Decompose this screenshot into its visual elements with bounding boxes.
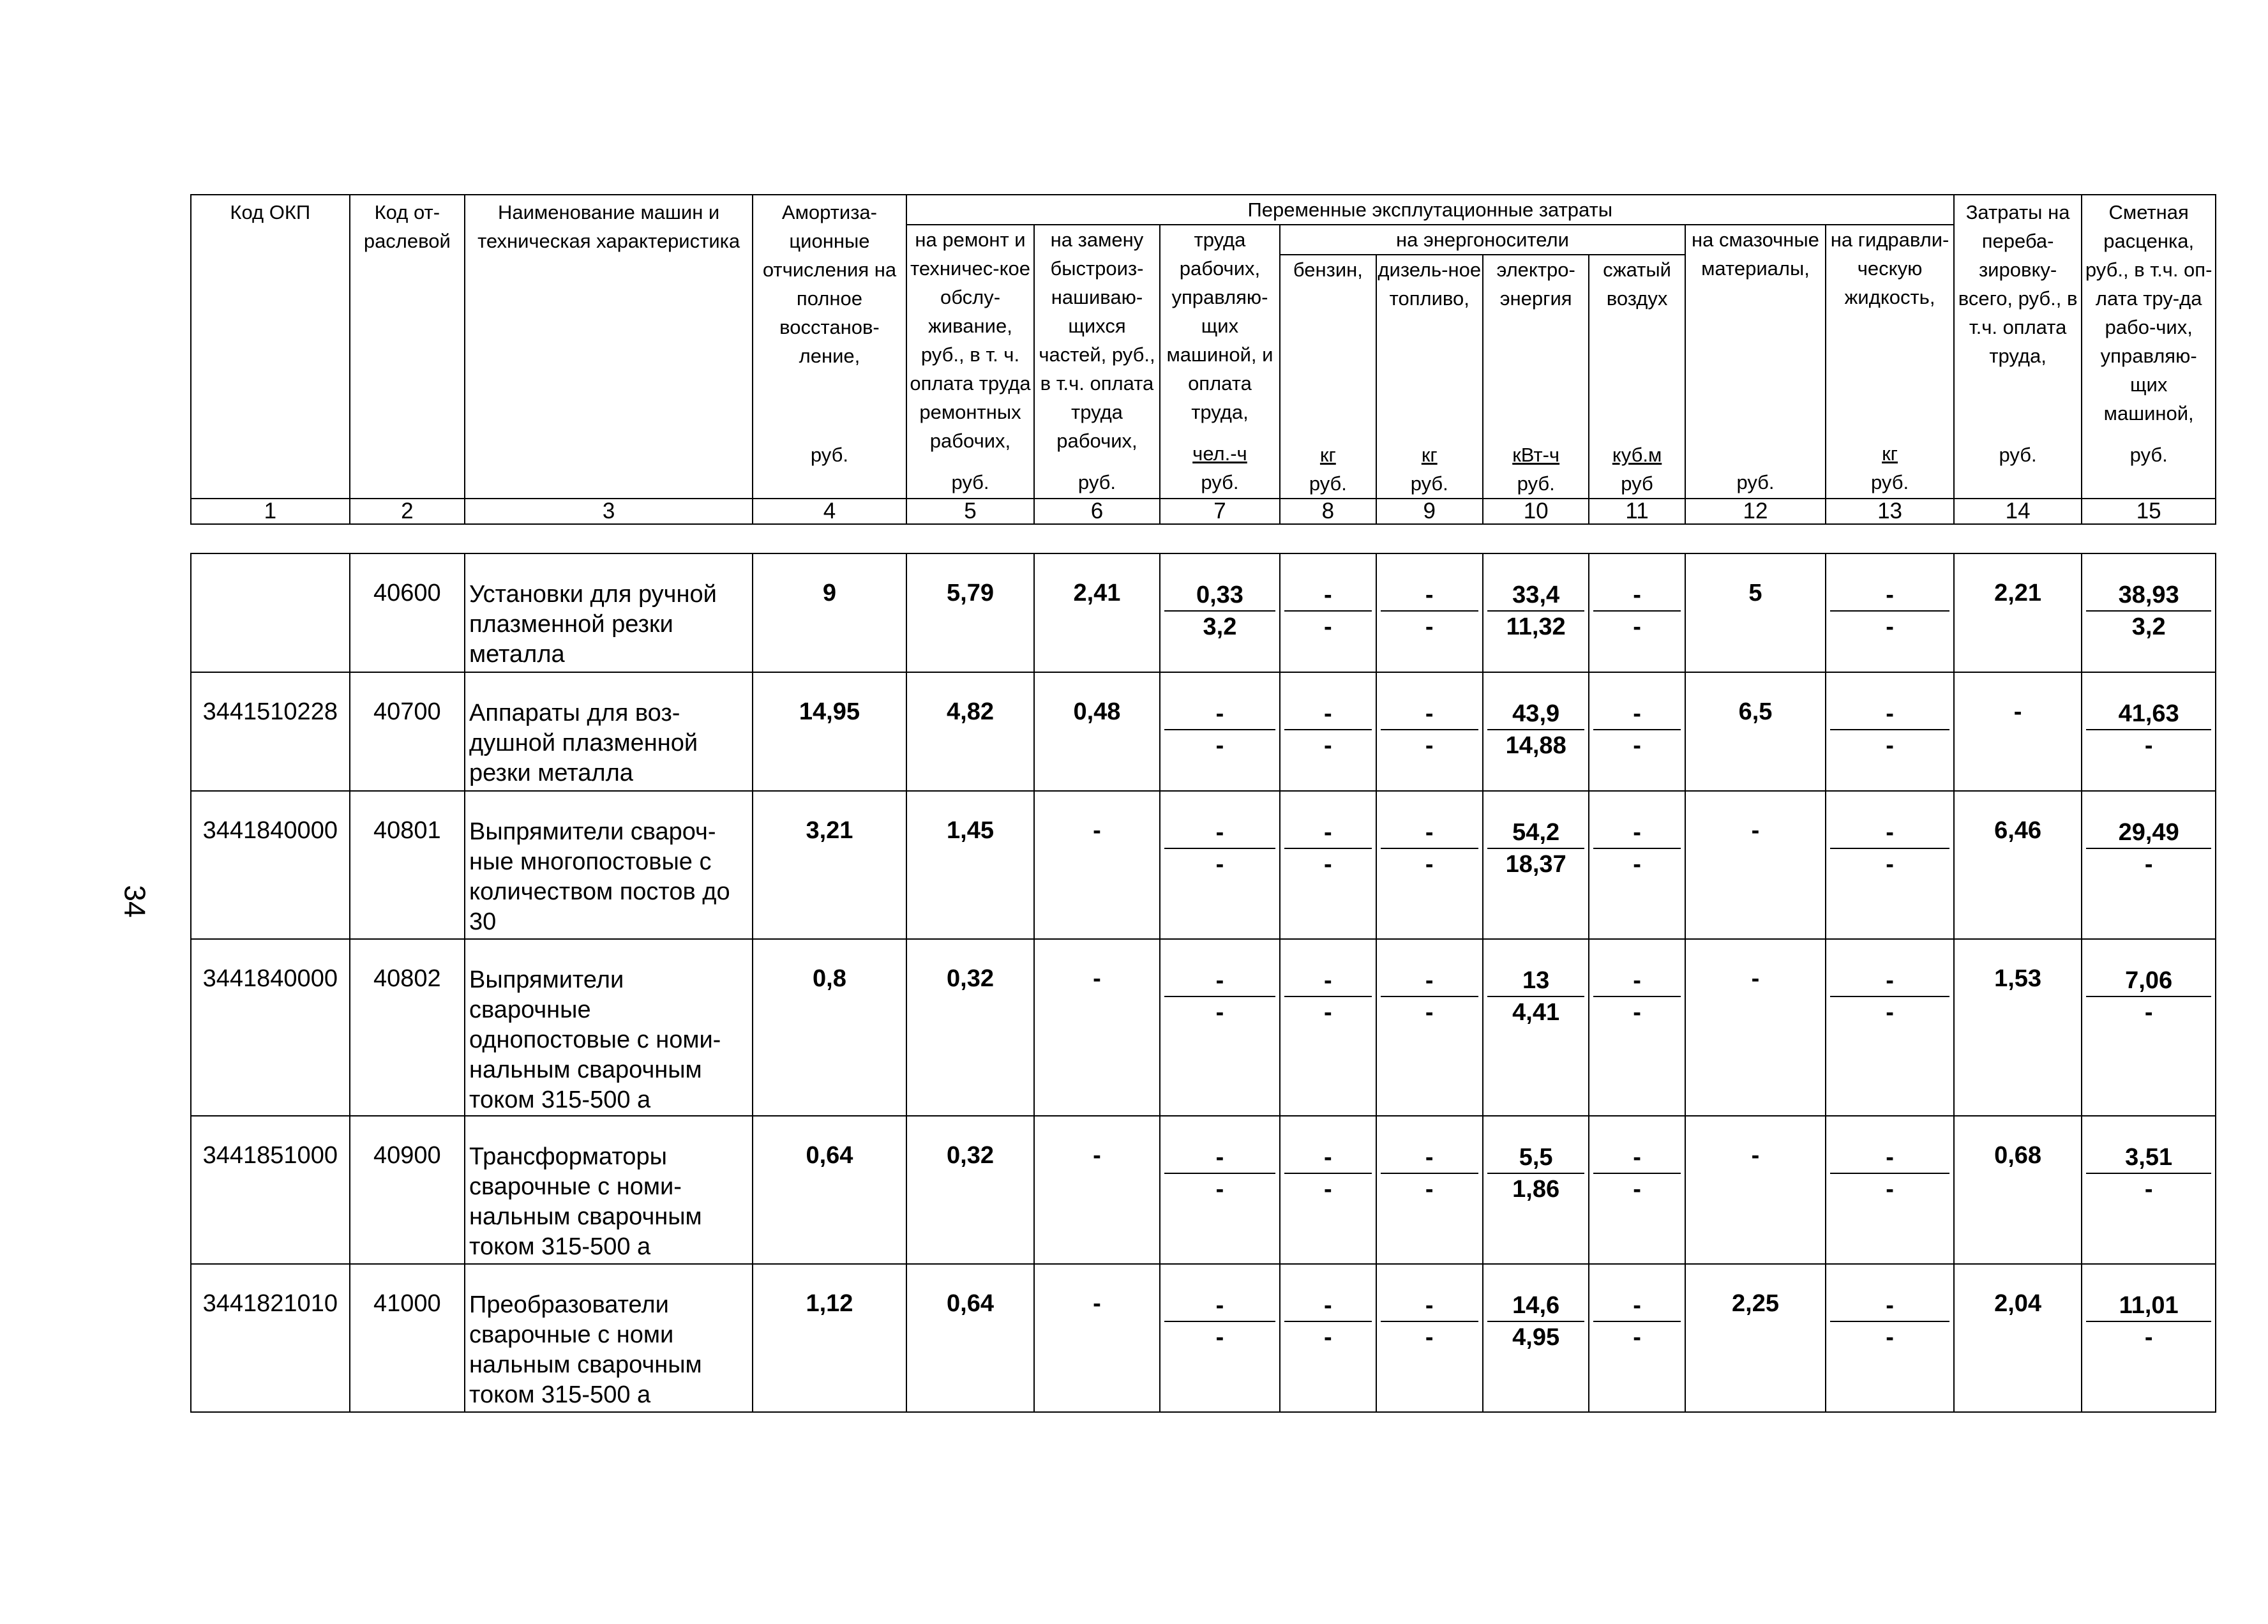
rate-cell-top: 41,63	[2086, 698, 2211, 730]
air-cell-bottom: -	[1633, 613, 1641, 640]
labor-cell	[1160, 1116, 1280, 1264]
electricity-cell-bottom: 4,41	[1512, 999, 1560, 1026]
rate-cell-top: 7,06	[2086, 965, 2211, 997]
diesel-cell-bottom: -	[1425, 851, 1434, 878]
hydraulic-cell-bottom: -	[1886, 1324, 1894, 1351]
column-number: 3	[465, 499, 753, 524]
rate-cell-bottom: -	[2144, 1324, 2153, 1351]
price-table-sheet	[190, 194, 2216, 1408]
petrol-cell	[1280, 939, 1376, 1116]
air-cell	[1589, 553, 1685, 672]
column-number: 8	[1280, 499, 1376, 524]
air-cell-top: -	[1593, 1290, 1680, 1322]
parts-cell: 2,41	[1034, 553, 1159, 672]
electricity-cell	[1483, 939, 1589, 1116]
hydraulic-cell-bottom: -	[1886, 732, 1894, 759]
electricity-cell-top: 13	[1487, 965, 1584, 997]
lubricants-cell: 2,25	[1685, 1264, 1826, 1412]
machine-name-cell: Установки для ручной плазменной резки металла	[465, 553, 753, 672]
table-row	[191, 939, 2216, 1116]
petrol-cell-bottom: -	[1324, 851, 1332, 878]
repair-cell: 5,79	[906, 553, 1034, 672]
labor-cell-bottom: -	[1215, 1324, 1224, 1351]
table-row	[191, 553, 2216, 672]
air-cell-top: -	[1593, 580, 1680, 612]
labor-cell-bottom: 3,2	[1203, 613, 1237, 640]
amortization-cell: 1,12	[753, 1264, 906, 1412]
machine-name-cell: Аппараты для воз-душной плазменной резки металла	[465, 672, 753, 791]
header-lubricants: на смазочные материалы, руб.	[1685, 225, 1826, 499]
lubricants-cell: 6,5	[1685, 672, 1826, 791]
column-number: 1	[191, 499, 350, 524]
rate-cell-bottom: -	[2144, 732, 2153, 759]
price-table	[190, 194, 2216, 1413]
header-energy: на энергоносители	[1280, 225, 1685, 255]
diesel-cell-top: -	[1381, 1142, 1478, 1174]
electricity-cell	[1483, 1116, 1589, 1264]
header-okp: Код ОКП	[191, 195, 350, 499]
okp-code-cell: 3441840000	[191, 939, 350, 1116]
petrol-cell-top: -	[1284, 1290, 1371, 1322]
electricity-cell	[1483, 672, 1589, 791]
rate-cell	[2082, 672, 2216, 791]
header-spacer	[191, 524, 2216, 553]
diesel-cell-top: -	[1381, 817, 1478, 849]
labor-cell	[1160, 672, 1280, 791]
amortization-cell: 14,95	[753, 672, 906, 791]
electricity-cell	[1483, 791, 1589, 939]
electricity-cell-bottom: 11,32	[1506, 613, 1566, 640]
petrol-cell-top: -	[1284, 580, 1371, 612]
hydraulic-cell-top: -	[1830, 1142, 1949, 1174]
labor-cell	[1160, 1264, 1280, 1412]
labor-cell-top: -	[1164, 965, 1275, 997]
diesel-cell	[1376, 791, 1483, 939]
labor-cell	[1160, 791, 1280, 939]
parts-cell: 0,48	[1034, 672, 1159, 791]
air-cell	[1589, 672, 1685, 791]
parts-cell: -	[1034, 1116, 1159, 1264]
machine-name-cell: Трансформаторы сварочные с номи-нальным сварочным током 315-500 а	[465, 1116, 753, 1264]
rate-cell-top: 38,93	[2086, 580, 2211, 612]
column-number: 5	[906, 499, 1034, 524]
okp-code-cell: 3441510228	[191, 672, 350, 791]
air-cell-top: -	[1593, 817, 1680, 849]
rate-cell	[2082, 553, 2216, 672]
labor-cell-top: -	[1164, 1142, 1275, 1174]
column-number: 2	[350, 499, 465, 524]
table-row	[191, 672, 2216, 791]
lubricants-cell: -	[1685, 1116, 1826, 1264]
air-cell-bottom: -	[1633, 732, 1641, 759]
lubricants-cell: 5	[1685, 553, 1826, 672]
rate-cell-bottom: -	[2144, 999, 2153, 1026]
header-machine-name: Наименование машин и техническая характеристика	[465, 195, 753, 499]
column-number: 7	[1160, 499, 1280, 524]
repair-cell: 1,45	[906, 791, 1034, 939]
relocation-cell: 1,53	[1954, 939, 2082, 1116]
amortization-cell: 3,21	[753, 791, 906, 939]
column-number: 10	[1483, 499, 1589, 524]
labor-cell-top: 0,33	[1164, 580, 1275, 612]
machine-name-cell: Преобразователи сварочные с номи нальным сварочным током 315-500 а	[465, 1264, 753, 1412]
machine-name-cell: Выпрямители сварочные однопостовые с номи-нальным сварочным током 315-500 а	[465, 939, 753, 1116]
machine-name-cell: Выпрямители свароч-ные многопостовые с количеством постов до 30	[465, 791, 753, 939]
hydraulic-cell-bottom: -	[1886, 851, 1894, 878]
petrol-cell	[1280, 672, 1376, 791]
parts-cell: -	[1034, 791, 1159, 939]
diesel-cell-bottom: -	[1425, 999, 1434, 1026]
rate-cell-top: 3,51	[2086, 1142, 2211, 1174]
air-cell-top: -	[1593, 698, 1680, 730]
petrol-cell	[1280, 553, 1376, 672]
okp-code-cell	[191, 553, 350, 672]
header-repair: на ремонт и техничес-кое обслу-живание, руб., в т. ч. оплата труда ремонтных рабочих, руб.	[906, 225, 1034, 499]
diesel-cell-bottom: -	[1425, 732, 1434, 759]
column-number: 11	[1589, 499, 1685, 524]
branch-code-cell: 40600	[350, 553, 465, 672]
amortization-cell: 0,8	[753, 939, 906, 1116]
hydraulic-cell-bottom: -	[1886, 999, 1894, 1026]
air-cell	[1589, 1116, 1685, 1264]
column-number: 4	[753, 499, 906, 524]
diesel-cell	[1376, 672, 1483, 791]
hydraulic-cell-bottom: -	[1886, 613, 1894, 640]
labor-cell-bottom: -	[1215, 851, 1224, 878]
repair-cell: 4,82	[906, 672, 1034, 791]
electricity-cell-top: 43,9	[1487, 698, 1584, 730]
lubricants-cell: -	[1685, 939, 1826, 1116]
labor-cell-top: -	[1164, 698, 1275, 730]
column-number: 12	[1685, 499, 1826, 524]
diesel-cell-top: -	[1381, 965, 1478, 997]
header-amortization: Амортиза-ционные отчисления на полное восстанов-ление, руб.	[753, 195, 906, 499]
electricity-cell-top: 5,5	[1487, 1142, 1584, 1174]
parts-cell: -	[1034, 1264, 1159, 1412]
relocation-cell: 2,04	[1954, 1264, 2082, 1412]
diesel-cell-top: -	[1381, 698, 1478, 730]
air-cell	[1589, 1264, 1685, 1412]
column-number: 6	[1034, 499, 1159, 524]
column-number: 13	[1826, 499, 1954, 524]
header-petrol: бензин, кг руб.	[1280, 255, 1376, 499]
lubricants-cell: -	[1685, 791, 1826, 939]
electricity-cell-top: 14,6	[1487, 1290, 1584, 1322]
repair-cell: 0,32	[906, 1116, 1034, 1264]
rate-cell-bottom: 3,2	[2131, 613, 2166, 640]
header-operator-labor: труда рабочих, управляю-щих машиной, и оплата труда, чел.-ч руб.	[1160, 225, 1280, 499]
hydraulic-cell-top: -	[1830, 1290, 1949, 1322]
header-branch-code: Код от-раслевой	[350, 195, 465, 499]
repair-cell: 0,64	[906, 1264, 1034, 1412]
diesel-cell	[1376, 939, 1483, 1116]
labor-cell	[1160, 553, 1280, 672]
petrol-cell-bottom: -	[1324, 1324, 1332, 1351]
header-electricity: электро-энергия кВт-ч руб.	[1483, 255, 1589, 499]
amortization-cell: 9	[753, 553, 906, 672]
column-numbers-row	[191, 499, 2216, 524]
diesel-cell-bottom: -	[1425, 1324, 1434, 1351]
air-cell-top: -	[1593, 1142, 1680, 1174]
petrol-cell	[1280, 1116, 1376, 1264]
hydraulic-cell-top: -	[1830, 965, 1949, 997]
air-cell-bottom: -	[1633, 999, 1641, 1026]
branch-code-cell: 40802	[350, 939, 465, 1116]
rate-cell-top: 29,49	[2086, 817, 2211, 849]
air-cell	[1589, 939, 1685, 1116]
air-cell-bottom: -	[1633, 1324, 1641, 1351]
diesel-cell	[1376, 553, 1483, 672]
petrol-cell-top: -	[1284, 1142, 1371, 1174]
hydraulic-cell-top: -	[1830, 580, 1949, 612]
parts-cell: -	[1034, 939, 1159, 1116]
rate-cell-bottom: -	[2144, 851, 2153, 878]
labor-cell-top: -	[1164, 1290, 1275, 1322]
rate-cell	[2082, 791, 2216, 939]
header-diesel: дизель-ное топливо, кг руб.	[1376, 255, 1483, 499]
hydraulic-cell	[1826, 939, 1954, 1116]
branch-code-cell: 40700	[350, 672, 465, 791]
electricity-cell-top: 33,4	[1487, 580, 1584, 612]
diesel-cell	[1376, 1264, 1483, 1412]
table-header	[191, 195, 2216, 499]
labor-cell	[1160, 939, 1280, 1116]
amortization-cell: 0,64	[753, 1116, 906, 1264]
page-number: 34	[118, 885, 152, 918]
electricity-cell-bottom: 18,37	[1505, 851, 1566, 878]
header-parts-replacement: на замену быстроиз-нашиваю-щихся частей, руб., в т.ч. оплата труда рабочих, руб.	[1034, 225, 1159, 499]
air-cell-bottom: -	[1633, 851, 1641, 878]
relocation-cell: 0,68	[1954, 1116, 2082, 1264]
hydraulic-cell	[1826, 672, 1954, 791]
relocation-cell: 6,46	[1954, 791, 2082, 939]
table-row	[191, 791, 2216, 939]
labor-cell-bottom: -	[1215, 999, 1224, 1026]
labor-cell-top: -	[1164, 817, 1275, 849]
electricity-cell-bottom: 1,86	[1512, 1176, 1560, 1203]
petrol-cell-bottom: -	[1324, 999, 1332, 1026]
relocation-cell: -	[1954, 672, 2082, 791]
diesel-cell-bottom: -	[1425, 613, 1434, 640]
petrol-cell-bottom: -	[1324, 732, 1332, 759]
petrol-cell-top: -	[1284, 817, 1371, 849]
hydraulic-cell	[1826, 1264, 1954, 1412]
repair-cell: 0,32	[906, 939, 1034, 1116]
header-compressed-air: сжатый воздух куб.м руб	[1589, 255, 1685, 499]
labor-cell-bottom: -	[1215, 1176, 1224, 1203]
header-estimated-rate: Сметная расценка, руб., в т.ч. оп-лата тру-да рабо-чих, управляю-щих машиной, руб.	[2082, 195, 2216, 499]
air-cell-bottom: -	[1633, 1176, 1641, 1203]
branch-code-cell: 40801	[350, 791, 465, 939]
petrol-cell-bottom: -	[1324, 613, 1332, 640]
hydraulic-cell-bottom: -	[1886, 1176, 1894, 1203]
okp-code-cell: 3441840000	[191, 791, 350, 939]
petrol-cell-top: -	[1284, 698, 1371, 730]
rate-cell-bottom: -	[2144, 1176, 2153, 1203]
electricity-cell-bottom: 14,88	[1505, 732, 1566, 759]
header-hydraulic-fluid: на гидравли-ческую жидкость, кг руб.	[1826, 225, 1954, 499]
table-row	[191, 1116, 2216, 1264]
diesel-cell-top: -	[1381, 580, 1478, 612]
electricity-cell	[1483, 1264, 1589, 1412]
hydraulic-cell	[1826, 1116, 1954, 1264]
header-relocation-costs: Затраты на переба-зировку-всего, руб., в т.ч. оплата труда, руб.	[1954, 195, 2082, 499]
electricity-cell-top: 54,2	[1487, 817, 1584, 849]
diesel-cell	[1376, 1116, 1483, 1264]
okp-code-cell: 3441851000	[191, 1116, 350, 1264]
petrol-cell-top: -	[1284, 965, 1371, 997]
column-number: 14	[1954, 499, 2082, 524]
hydraulic-cell-top: -	[1830, 698, 1949, 730]
labor-cell-bottom: -	[1215, 732, 1224, 759]
column-number: 15	[2082, 499, 2216, 524]
hydraulic-cell-top: -	[1830, 817, 1949, 849]
diesel-cell-top: -	[1381, 1290, 1478, 1322]
diesel-cell-bottom: -	[1425, 1176, 1434, 1203]
electricity-cell-bottom: 4,95	[1512, 1324, 1560, 1351]
okp-code-cell: 3441821010	[191, 1264, 350, 1412]
table-row	[191, 1264, 2216, 1412]
electricity-cell	[1483, 553, 1589, 672]
branch-code-cell: 41000	[350, 1264, 465, 1412]
branch-code-cell: 40900	[350, 1116, 465, 1264]
petrol-cell-bottom: -	[1324, 1176, 1332, 1203]
hydraulic-cell	[1826, 553, 1954, 672]
petrol-cell	[1280, 1264, 1376, 1412]
table-body	[191, 553, 2216, 1412]
relocation-cell: 2,21	[1954, 553, 2082, 672]
petrol-cell	[1280, 791, 1376, 939]
rate-cell	[2082, 1264, 2216, 1412]
hydraulic-cell	[1826, 791, 1954, 939]
column-number: 9	[1376, 499, 1483, 524]
air-cell-top: -	[1593, 965, 1680, 997]
air-cell	[1589, 791, 1685, 939]
rate-cell	[2082, 939, 2216, 1116]
header-variable-costs: Переменные эксплутационные затраты	[906, 195, 1954, 225]
rate-cell	[2082, 1116, 2216, 1264]
rate-cell-top: 11,01	[2086, 1290, 2211, 1322]
